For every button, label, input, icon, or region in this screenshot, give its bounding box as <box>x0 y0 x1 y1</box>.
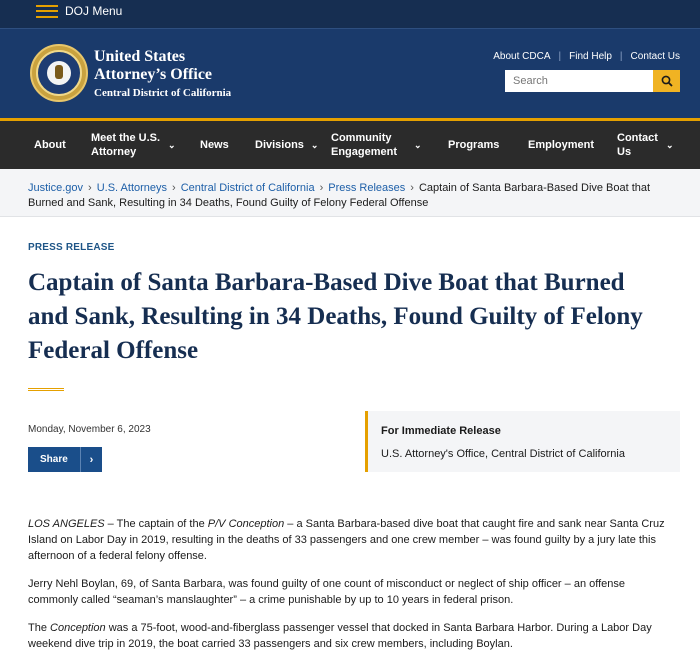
search-icon <box>661 75 673 87</box>
release-title: For Immediate Release <box>381 425 501 437</box>
office-title[interactable] <box>94 48 212 84</box>
chevron-down-icon: ⌄ <box>414 140 422 150</box>
header-divider <box>0 28 700 29</box>
release-org: U.S. Attorney's Office, Central District of California <box>381 448 625 460</box>
chevron-right-icon: › <box>89 453 94 466</box>
doj-menu-label: DOJ Menu <box>65 4 123 18</box>
search-button[interactable] <box>653 70 680 92</box>
nav-item-contact-us[interactable]: Contact Us ⌄ <box>617 132 674 158</box>
breadcrumb: Justice.gov › U.S. Attorneys › Central District of California › Press Releases › Captain of Santa Barbara-Based Dive Boat that Burned and Sank, Resulting in 34 Deaths, Found Guilty of Felony Federal Offense <box>28 182 651 209</box>
breadcrumb-central-district[interactable]: Central District of California <box>180 182 315 194</box>
about-cdca-link[interactable]: About CDCA <box>493 51 551 62</box>
office-subtitle: Central District of California <box>94 87 232 99</box>
office-title-line1: United States <box>94 48 186 65</box>
share-button[interactable] <box>28 447 102 472</box>
nav-item-about[interactable]: About <box>34 139 66 151</box>
share-label: Share <box>40 454 68 465</box>
chevron-down-icon: ⌄ <box>310 140 319 150</box>
page-title: Captain of Santa Barbara-Based Dive Boat that Burned and Sank, Resulting in 34 Deaths, Found Guilty of Felony Federal Offense <box>28 269 643 364</box>
vessel-name: Conception <box>50 622 106 634</box>
hamburger-icon <box>36 5 58 18</box>
nav-item-news[interactable]: News <box>200 139 229 151</box>
nav-item-divisions[interactable]: Divisions ⌄ <box>255 139 319 151</box>
search-input[interactable] <box>505 70 653 92</box>
utility-links: About CDCA | Find Help | Contact Us <box>493 51 680 62</box>
article-paragraph-1: LOS ANGELES – The captain of the P/V Conception – a Santa Barbara-based dive boat that caught fire and sank near Santa Cruz Island on Labor Day in 2019, resulting in the deaths of 33 passengers and one crew member – was found guilty by a jury late this afternoon of a federal felony offense. <box>28 518 665 562</box>
breadcrumb-us-attorneys[interactable]: U.S. Attorneys <box>96 182 168 194</box>
press-release-kicker: PRESS RELEASE <box>28 242 115 253</box>
dateline: LOS ANGELES <box>28 518 105 530</box>
vessel-name: P/V Conception <box>207 518 285 530</box>
chevron-down-icon: ⌄ <box>168 140 176 150</box>
doj-seal-logo[interactable] <box>30 44 88 102</box>
breadcrumb-justice-gov[interactable]: Justice.gov <box>28 182 84 194</box>
release-info-box <box>365 411 680 472</box>
nav-item-community-engagement[interactable]: Community Engagement ⌄ <box>331 132 422 158</box>
nav-item-meet-the-us-attorney[interactable]: Meet the U.S. Attorney ⌄ <box>91 132 176 158</box>
breadcrumb-current: Captain of Santa Barbara-Based Dive Boat that Burned and Sank, Resulting in 34 Deaths, Found Guilty of Felony Federal Offense <box>28 182 651 209</box>
office-title-line2: Attorney’s Office <box>94 66 213 83</box>
main-nav <box>0 118 700 169</box>
top-bar <box>0 0 700 28</box>
nav-item-programs[interactable]: Programs <box>448 139 500 151</box>
article-paragraph-3: The Conception was a 75-foot, wood-and-fiberglass passenger vessel that docked in Santa Barbara Harbor. During a Labor Day weekend dive trip in 2019, the boat carried 33 passengers and six crew members, including Boylan. <box>28 622 652 650</box>
doj-menu-button[interactable] <box>36 4 122 18</box>
contact-us-link[interactable]: Contact Us <box>630 51 680 62</box>
chevron-down-icon: ⌄ <box>666 140 674 150</box>
gold-divider <box>28 388 64 391</box>
breadcrumb-press-releases[interactable]: Press Releases <box>328 182 406 194</box>
nav-item-employment[interactable]: Employment <box>528 139 595 151</box>
find-help-link[interactable]: Find Help <box>569 51 612 62</box>
release-date: Monday, November 6, 2023 <box>28 424 151 435</box>
article-paragraph-2: Jerry Nehl Boylan, 69, of Santa Barbara, was found guilty of one count of misconduct or neglect of ship officer – an offense commonly called “seaman’s manslaughter” – a crime punishable by up to 10 years in federal prison. <box>28 578 626 606</box>
